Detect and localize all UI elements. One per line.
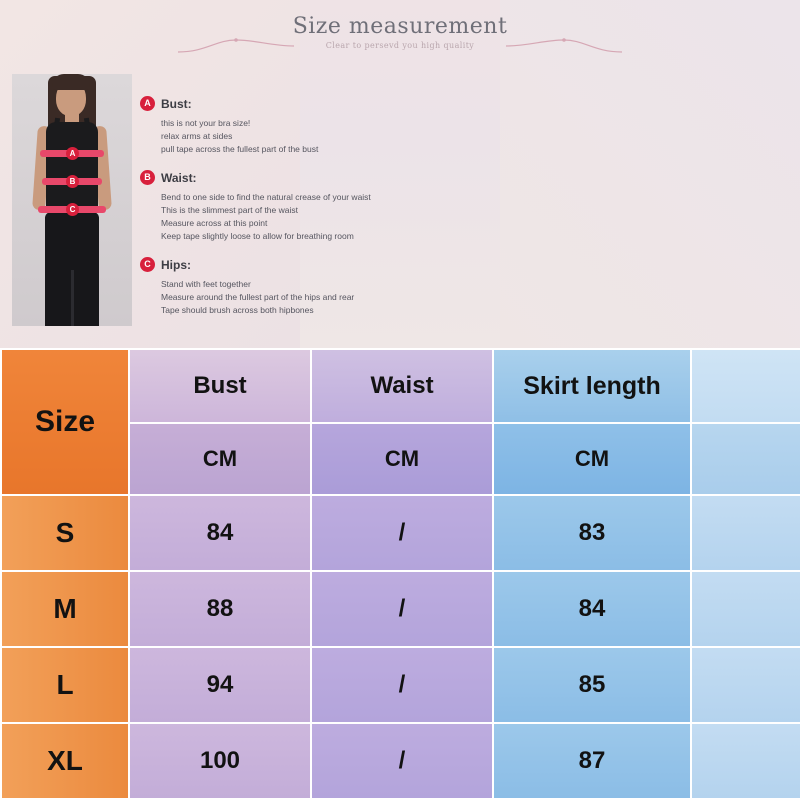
model-badge-a: A	[66, 147, 79, 160]
measurement-line: Stand with feet together	[161, 279, 251, 289]
cell-skirt: 87	[493, 723, 691, 799]
unit-cell-waist: CM	[311, 423, 493, 495]
measurement-line: this is not your bra size!	[161, 118, 251, 128]
header-cell-bust: Bust	[129, 349, 311, 423]
cell-skirt: 83	[493, 495, 691, 571]
cell-skirt: 85	[493, 647, 691, 723]
measurement-heading-waist	[140, 170, 570, 185]
measurement-heading-hips	[140, 257, 570, 272]
model-leg-split	[71, 270, 74, 326]
cell-bust: 88	[129, 571, 311, 647]
cell-waist: /	[311, 647, 493, 723]
unit-cell-skirt: CM	[493, 423, 691, 495]
header-cell-size: Size	[1, 349, 129, 495]
page-subtitle: Clear to persevd you high quality	[325, 41, 475, 50]
table-header-row	[1, 349, 800, 423]
model-photo	[12, 74, 132, 326]
measurement-heading-bust	[140, 96, 570, 111]
measurement-line: Measure across at this point	[161, 218, 268, 228]
header-title-block	[0, 14, 800, 50]
measurement-group-bust	[140, 96, 570, 156]
measurement-group-waist	[140, 170, 570, 243]
measurement-line: Bend to one side to find the natural crease of your waist	[161, 192, 371, 202]
page-title: Size measurement	[292, 14, 508, 39]
measurement-title-bust: Bust:	[161, 96, 192, 111]
cell-blank	[691, 571, 800, 647]
table-row	[1, 723, 800, 799]
badge-c-icon: C	[140, 257, 155, 272]
model-badge-c: C	[66, 203, 79, 216]
measurement-line: This is the slimmest part of the waist	[161, 205, 298, 215]
measurement-line: Measure around the fullest part of the hips and rear	[161, 292, 355, 302]
measurement-title-hips: Hips:	[161, 257, 191, 272]
cell-size: XL	[1, 723, 129, 799]
table-row	[1, 571, 800, 647]
cell-waist: /	[311, 723, 493, 799]
unit-cell-bust: CM	[129, 423, 311, 495]
cell-blank	[691, 723, 800, 799]
measurement-title-waist: Waist:	[161, 170, 197, 185]
cell-blank	[691, 495, 800, 571]
cell-size: M	[1, 571, 129, 647]
measurement-line: pull tape across the fullest part of the bust	[161, 144, 319, 154]
table-row	[1, 647, 800, 723]
measurement-guide-section	[0, 0, 800, 348]
cell-waist: /	[311, 495, 493, 571]
measurement-line: Tape should brush across both hipbones	[161, 305, 314, 315]
model-torso	[46, 122, 98, 214]
badge-a-icon: A	[140, 96, 155, 111]
cell-bust: 100	[129, 723, 311, 799]
measurement-line: relax arms at sides	[161, 131, 233, 141]
cell-size: L	[1, 647, 129, 723]
header-cell-blank	[691, 349, 800, 423]
cell-skirt: 84	[493, 571, 691, 647]
cell-waist: /	[311, 571, 493, 647]
cell-blank	[691, 647, 800, 723]
header-cell-waist: Waist	[311, 349, 493, 423]
model-badge-b: B	[66, 175, 79, 188]
measurement-line: Keep tape slightly loose to allow for breathing room	[161, 231, 354, 241]
badge-b-icon: B	[140, 170, 155, 185]
size-table	[0, 348, 800, 800]
cell-bust: 94	[129, 647, 311, 723]
table-row	[1, 495, 800, 571]
header-cell-skirt-length: Skirt length	[493, 349, 691, 423]
hair-top	[52, 74, 90, 90]
cell-size: S	[1, 495, 129, 571]
cell-bust: 84	[129, 495, 311, 571]
measurement-group-hips	[140, 257, 570, 317]
measurement-instructions	[140, 96, 570, 331]
unit-cell-blank	[691, 423, 800, 495]
